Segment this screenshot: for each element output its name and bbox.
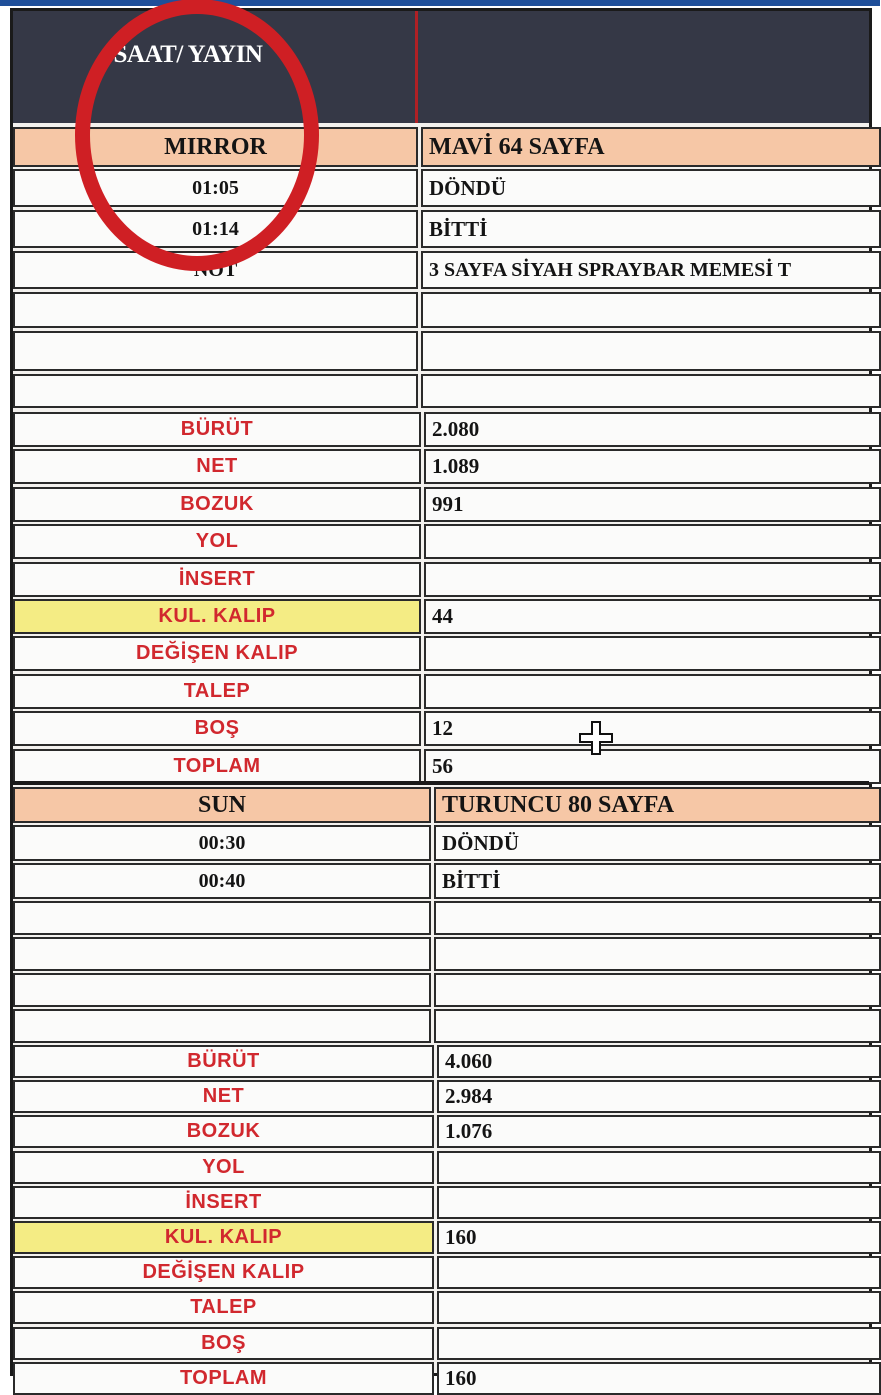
section1-time: 01:14 [192,217,239,240]
stat-value-cell [424,711,881,746]
section2-title: TURUNCU 80 SAYFA [442,791,675,818]
empty-cell [434,1009,881,1043]
stat-label-cell [13,711,421,746]
stat-label: İNSERT [185,1190,262,1213]
stat-value-cell [424,674,881,709]
section1-status: DÖNDÜ [429,175,506,200]
stat-value-cell [437,1080,881,1113]
stat-label: BOŞ [194,717,240,740]
section2-time-cell [13,825,431,861]
section1-note-cell [421,251,881,289]
section1-status: BİTTİ [429,216,488,241]
crosshair-cursor-icon [578,720,614,756]
stat-label: İNSERT [178,567,256,590]
stat-value: 991 [432,491,464,516]
stat-value: 12 [432,716,453,741]
stat-label: NET [202,1085,245,1108]
top-accent-strip [0,0,880,6]
stat-value-cell [437,1045,881,1078]
stat-value-cell [437,1115,881,1148]
stat-value-cell [424,599,881,634]
stat-value-cell [437,1256,881,1289]
section1-note-label: NOT [193,258,238,281]
section1-label: MIRROR [164,133,267,160]
stat-label-cell [13,636,421,671]
section2-status: BİTTİ [442,868,501,893]
stat-label-cell [13,749,421,784]
stat-value-cell [437,1291,881,1324]
stat-value-cell [424,636,881,671]
stat-value: 1.076 [445,1119,493,1144]
stat-label-cell [13,1186,434,1219]
stat-label: DEĞİŞEN KALIP [142,1261,305,1284]
stat-value-cell [437,1186,881,1219]
section1-title: MAVİ 64 SAYFA [429,133,605,160]
stat-label: TOPLAM [179,1366,268,1389]
stat-label-cell [13,449,421,484]
stat-label-cell [13,1221,434,1254]
stat-label: NET [196,455,238,478]
section2-label: SUN [197,791,246,818]
section-divider [13,781,869,785]
section2-status-cell [434,863,881,899]
stat-label-cell [13,412,421,447]
stat-value-cell [437,1221,881,1254]
stat-label: DEĞİŞEN KALIP [135,642,299,665]
stat-value-cell [424,562,881,597]
stat-value-cell [437,1362,881,1395]
stat-label: BÜRÜT [180,418,254,440]
empty-cell [421,292,881,328]
stat-value-cell [424,412,881,447]
stat-value-cell [424,487,881,522]
section1-title-cell [421,127,881,167]
section2-status-cell [434,825,881,861]
stat-value-cell [424,749,881,784]
stat-label-cell [13,674,421,709]
stat-value: 2.080 [432,417,480,441]
empty-cell [434,937,881,971]
stat-label: YOL [195,530,239,553]
stat-value: 160 [445,1365,477,1390]
stat-label-cell [13,1327,434,1360]
stat-label-cell [13,1256,434,1289]
stat-value-cell [437,1151,881,1184]
stat-label-cell [13,1045,434,1078]
section2-status: DÖNDÜ [442,830,519,855]
stat-label: BOŞ [201,1331,246,1354]
section2-title-cell [434,787,881,823]
header-divider [415,11,418,123]
stat-label-cell [13,524,421,559]
empty-cell [13,973,431,1007]
empty-cell [13,937,431,971]
stat-value: 44 [432,604,453,628]
stat-label: TALEP [190,1296,257,1319]
stat-label: BÜRÜT [187,1050,260,1072]
stat-value: 160 [445,1225,477,1249]
stat-label-cell [13,1115,434,1148]
section1-note: 3 SAYFA SİYAH SPRAYBAR MEMESİ T [429,258,792,281]
header-title: SAAT/ YAYIN [113,41,263,68]
section2-time: 00:40 [198,869,246,892]
stat-label: BOZUK [180,492,254,515]
section2-time-cell [13,863,431,899]
empty-cell [434,901,881,935]
stat-value-cell [424,449,881,484]
stat-label-cell [13,487,421,522]
stat-label-cell [13,1291,434,1324]
stat-value-cell [424,524,881,559]
stat-label: TOPLAM [173,754,261,777]
stat-label-cell [13,562,421,597]
stat-value-cell [437,1327,881,1360]
empty-cell [421,331,881,371]
section1-status-cell [421,210,881,248]
stat-label-cell [13,1362,434,1395]
empty-cell [13,331,418,371]
stat-label: YOL [202,1155,245,1178]
spreadsheet-photo [10,8,872,1390]
section2-time: 00:30 [198,831,246,854]
empty-cell [13,292,418,328]
stat-label: KUL. KALIP [158,605,276,627]
empty-cell [13,1009,431,1043]
red-highlight-circle [75,0,319,271]
section1-time: 01:05 [192,176,239,199]
stat-label-cell [13,599,421,634]
section2-label-cell [13,787,431,823]
empty-cell [434,973,881,1007]
stat-label-cell [13,1080,434,1113]
empty-cell [421,374,881,408]
empty-cell [13,901,431,935]
stat-value: 1.089 [432,454,480,479]
empty-cell [13,374,418,408]
stat-value: 56 [432,753,453,778]
stat-label: KUL. KALIP [164,1226,283,1248]
stat-label: BOZUK [186,1120,261,1143]
stat-label: TALEP [183,679,251,702]
stat-label-cell [13,1151,434,1184]
stat-value: 2.984 [445,1084,493,1109]
stat-value: 4.060 [445,1049,493,1073]
section1-status-cell [421,169,881,207]
